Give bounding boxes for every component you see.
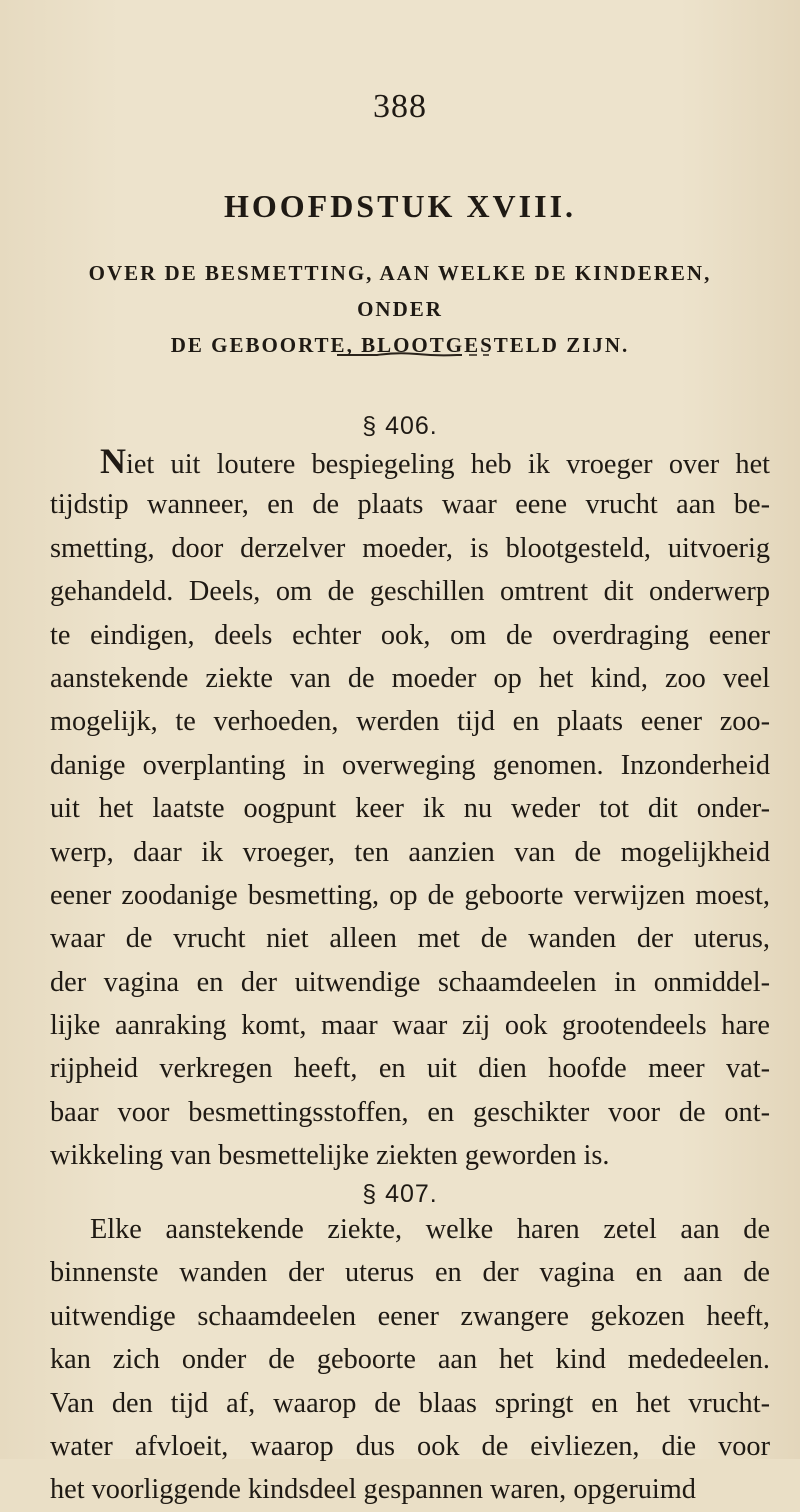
text-line: uit het laatste oogpunt keer ik nu weder tot dit onder- [50, 793, 770, 825]
line-text: iet uit loutere bespiegeling heb ik vroeger over het [126, 449, 770, 480]
text-line: der vagina en der uitwendige schaamdeelen in onmiddel- [50, 966, 770, 998]
text-line: baar voor besmettingsstoffen, en geschikter voor de ont- [50, 1096, 770, 1128]
page-number: 388 [373, 88, 427, 125]
ornament-rule [337, 352, 497, 358]
chapter-title: HOOFDSTUK XVIII. [223, 188, 577, 224]
text-line: gehandeld. Deels, om de geschillen omtrent dit onderwerp [50, 576, 770, 608]
text-line: rijpheid verkregen heeft, en uit dien hoofde meer vat- [50, 1053, 770, 1085]
subtitle-line-2: DE GEBOORTE, BLOOTGESTELD ZIJN. [170, 333, 630, 357]
paragraph-406 [50, 440, 770, 1178]
section-heading-406: § 406. [362, 412, 438, 440]
text-line: waar de vrucht niet alleen met de wanden der uterus, [50, 923, 770, 955]
section-heading-407: § 407. [362, 1180, 438, 1208]
text-line: te eindigen, deels echter ook, om de overdraging eener [50, 619, 770, 651]
text-line: tijdstip wanneer, en de plaats waar eene vrucht aan be- [50, 489, 770, 521]
subtitle-line-1: OVER DE BESMETTING, AAN WELKE DE KINDEREN, ONDER [88, 261, 712, 321]
text-line: werp, daar ik vroeger, ten aanzien van de mogelijkheid [50, 836, 770, 868]
text-line: eener zoodanige besmetting, op de geboorte verwijzen moest, [50, 879, 770, 911]
text-line: binnenste wanden der uterus en der vagina en aan de [50, 1257, 770, 1289]
text-line: aanstekende ziekte van de moeder op het kind, zoo veel [50, 662, 770, 694]
paragraph-407 [50, 1208, 770, 1512]
text-line: wikkeling van besmettelijke ziekten geworden is. [50, 1140, 610, 1172]
chapter-subtitle [80, 255, 720, 363]
text-line: Elke aanstekende ziekte, welke haren zetel aan de [90, 1214, 770, 1245]
text-line: het voorliggende kindsdeel gespannen waren, opgeruimd [50, 1474, 696, 1506]
text-line: lijke aanraking komt, maar waar zij ook grootendeels hare [50, 1010, 770, 1042]
text-line: kan zich onder de geboorte aan het kind mededeelen. [50, 1344, 770, 1376]
drop-cap: N [100, 441, 126, 481]
text-line: Van den tijd af, waarop de blaas springt en het vrucht- [50, 1387, 770, 1419]
text-line: uitwendige schaamdeelen eener zwangere gekozen heeft, [50, 1300, 770, 1332]
text-line: water afvloeit, waarop dus ook de eivliezen, die voor [50, 1430, 770, 1462]
text-line: mogelijk, te verhoeden, werden tijd en plaats eener zoo- [50, 706, 770, 738]
text-line: smetting, door derzelver moeder, is blootgesteld, uitvoerig [50, 532, 770, 564]
text-line [50, 440, 770, 483]
text-line: danige overplanting in overweging genomen. Inzonderheid [50, 749, 770, 781]
